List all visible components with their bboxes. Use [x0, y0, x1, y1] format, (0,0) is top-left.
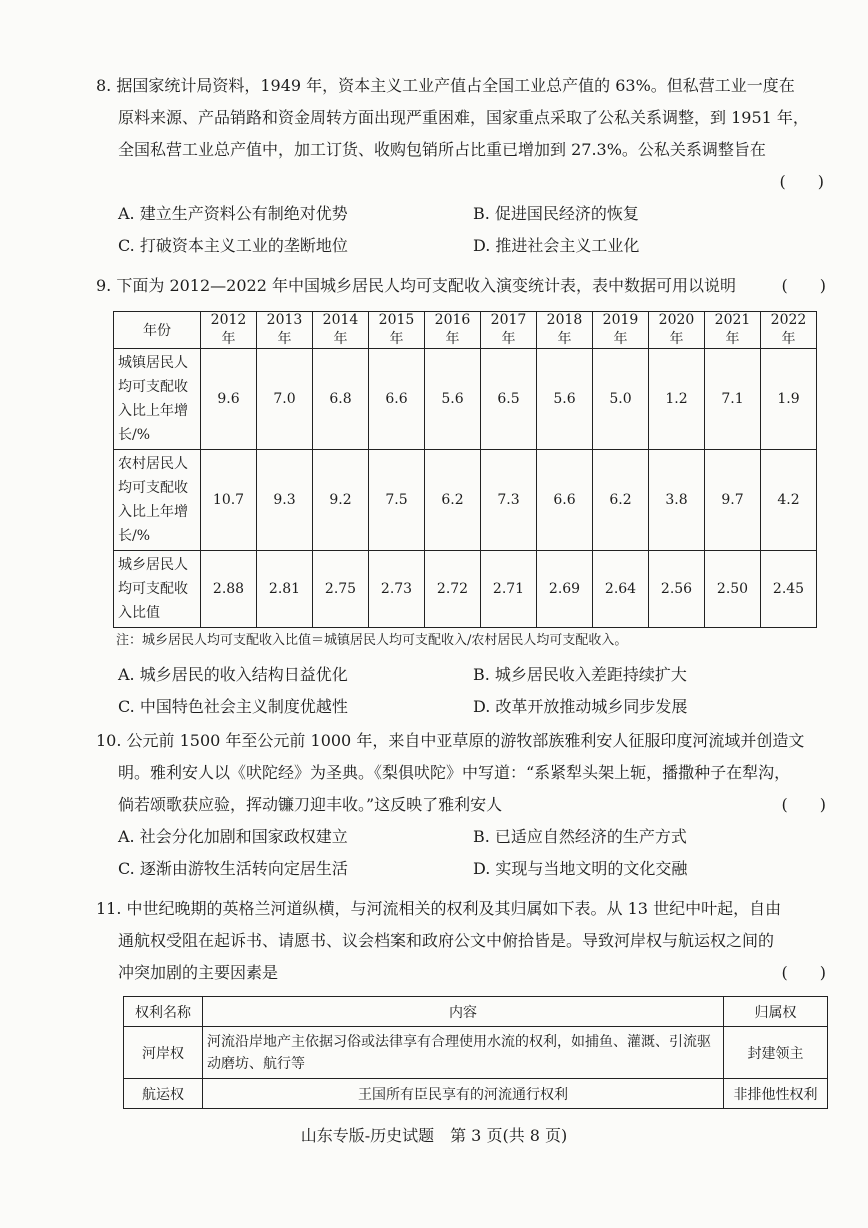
table-cell: 9.6: [201, 349, 257, 450]
income-table: [113, 311, 817, 628]
question-8: [96, 70, 826, 262]
table-cell: 7.1: [705, 349, 761, 450]
table-cell: 6.2: [425, 450, 481, 551]
table-cell: 10.7: [201, 450, 257, 551]
q8-stem-line-2: 原料来源、产品销路和资金周转方面出现严重困难，国家重点采取了公私关系调整，到 1951 年，: [118, 108, 809, 127]
q10-option-d[interactable]: D. 实现与当地文明的文化交融: [473, 859, 688, 878]
table-row: [114, 450, 817, 551]
table-cell: 1.2: [649, 349, 705, 450]
q10-option-a[interactable]: A. 社会分化加剧和国家政权建立: [118, 827, 348, 846]
year-header: 2022 年: [761, 312, 817, 349]
q10-stem-line-3-text: 倘若颂歌获应验，挥动镰刀迎丰收。”这反映了雅利安人: [118, 795, 503, 814]
q10-option-b[interactable]: B. 已适应自然经济的生产方式: [473, 827, 687, 846]
q9-stem: [96, 270, 826, 302]
table-cell: 2.50: [705, 551, 761, 628]
year-header: 2012 年: [201, 312, 257, 349]
q10-stem-line-2: 明。雅利安人以《吠陀经》为圣典。《梨俱吠陀》中写道：“系紧犁头架上轭，播撒种子在犁沟，: [118, 763, 791, 782]
table-row: [114, 349, 817, 450]
rights-content-cell: 王国所有臣民享有的河流通行权利: [203, 1079, 724, 1109]
table-row: [124, 1079, 828, 1109]
q8-option-a[interactable]: A. 建立生产资料公有制绝对优势: [118, 204, 348, 223]
rights-name-cell: 河岸权: [124, 1027, 203, 1079]
year-header: 2018 年: [537, 312, 593, 349]
table-cell: 5.6: [425, 349, 481, 450]
q9-option-d[interactable]: D. 改革开放推动城乡同步发展: [473, 697, 688, 716]
table-cell: 2.81: [257, 551, 313, 628]
table-cell: 6.5: [481, 349, 537, 450]
table-cell: 2.56: [649, 551, 705, 628]
table-cell: 4.2: [761, 450, 817, 551]
year-header: 2016 年: [425, 312, 481, 349]
table-cell: 7.5: [369, 450, 425, 551]
q9-options: [96, 659, 826, 723]
q8-option-b[interactable]: B. 促进国民经济的恢复: [473, 204, 639, 223]
year-header: 2019 年: [593, 312, 649, 349]
q8-option-c[interactable]: C. 打破资本主义工业的垄断地位: [118, 236, 348, 255]
table-row: [114, 551, 817, 628]
rights-header-owner: 归属权: [724, 997, 828, 1027]
row-header-urban-growth: 城镇居民人均可支配收入比上年增长/%: [114, 349, 201, 450]
table-cell: 2.45: [761, 551, 817, 628]
income-table-corner: 年份: [114, 312, 201, 349]
year-header: 2017 年: [481, 312, 537, 349]
row-header-income-ratio: 城乡居民人均可支配收入比值: [114, 551, 201, 628]
q9-options-block: [96, 659, 826, 723]
table-cell: 2.69: [537, 551, 593, 628]
table-cell: 6.6: [537, 450, 593, 551]
rights-table: [123, 996, 828, 1109]
q11-stem-line-2: 通航权受阻在起诉书、请愿书、议会档案和政府公文中俯拾皆是。导致河岸权与航运权之间的: [118, 931, 775, 950]
table-cell: 2.64: [593, 551, 649, 628]
rights-header-content: 内容: [203, 997, 724, 1027]
table-cell: 2.75: [313, 551, 369, 628]
q9-answer-paren: ( ): [781, 276, 826, 295]
q11-answer-paren: ( ): [781, 963, 826, 982]
table-cell: 5.6: [537, 349, 593, 450]
row-header-rural-growth: 农村居民人均可支配收入比上年增长/%: [114, 450, 201, 551]
rights-table-header-row: [124, 997, 828, 1027]
q8-options: [96, 198, 826, 262]
table-cell: 2.88: [201, 551, 257, 628]
table-cell: 2.72: [425, 551, 481, 628]
table-cell: 5.0: [593, 349, 649, 450]
q9-stem-text: 9. 下面为 2012—2022 年中国城乡居民人均可支配收入演变统计表，表中数据可用以说明: [96, 276, 736, 295]
table-cell: 6.6: [369, 349, 425, 450]
year-header: 2020 年: [649, 312, 705, 349]
year-header: 2015 年: [369, 312, 425, 349]
income-table-header-row: [114, 312, 817, 349]
table-cell: 1.9: [761, 349, 817, 450]
q9-option-c[interactable]: C. 中国特色社会主义制度优越性: [118, 697, 348, 716]
rights-name-cell: 航运权: [124, 1079, 203, 1109]
table-cell: 6.2: [593, 450, 649, 551]
year-header: 2013 年: [257, 312, 313, 349]
q9-table-note: 注：城乡居民人均可支配收入比值＝城镇居民人均可支配收入/农村居民人均可支配收入。: [116, 633, 628, 648]
q8-stem-line-1: 8. 据国家统计局资料，1949 年，资本主义工业产值占全国工业总产值的 63%。但私营工业一度在: [96, 76, 795, 95]
q8-answer-paren: ( ): [779, 172, 824, 191]
q10-stem-line-1: 10. 公元前 1500 年至公元前 1000 年，来自中亚草原的游牧部族雅利安人征服印度河流域并创造文: [96, 731, 805, 750]
rights-header-name: 权利名称: [124, 997, 203, 1027]
table-cell: 9.2: [313, 450, 369, 551]
q10-answer-paren: ( ): [781, 795, 826, 814]
table-cell: 7.3: [481, 450, 537, 551]
year-header: 2014 年: [313, 312, 369, 349]
question-10: [96, 725, 826, 885]
table-cell: 3.8: [649, 450, 705, 551]
table-cell: 9.7: [705, 450, 761, 551]
rights-owner-cell: 封建领主: [724, 1027, 828, 1079]
rights-content-cell: 河流沿岸地产主依据习俗或法律享有合理使用水流的权利，如捕鱼、灌溉、引流驱动磨坊、航行等: [203, 1027, 724, 1079]
q10-options: [96, 821, 826, 885]
q10-option-c[interactable]: C. 逐渐由游牧生活转向定居生活: [118, 859, 348, 878]
question-11: [96, 893, 826, 989]
table-row: [124, 1027, 828, 1079]
q11-stem-line-3-text: 冲突加剧的主要因素是: [118, 963, 279, 982]
q9-option-b[interactable]: B. 城乡居民收入差距持续扩大: [473, 665, 687, 684]
table-cell: 6.8: [313, 349, 369, 450]
q8-stem-line-3: 全国私营工业总产值中，加工订货、收购包销所占比重已增加到 27.3%。公私关系调整旨在: [118, 140, 766, 159]
table-cell: 9.3: [257, 450, 313, 551]
table-cell: 2.73: [369, 551, 425, 628]
table-cell: 7.0: [257, 349, 313, 450]
rights-owner-cell: 非排他性权利: [724, 1079, 828, 1109]
question-9: [96, 270, 826, 302]
q8-option-d[interactable]: D. 推进社会主义工业化: [473, 236, 640, 255]
page-footer: 山东专版-历史试题 第 3 页(共 8 页): [300, 1126, 568, 1145]
year-header: 2021 年: [705, 312, 761, 349]
q9-option-a[interactable]: A. 城乡居民的收入结构日益优化: [118, 665, 348, 684]
table-cell: 2.71: [481, 551, 537, 628]
q10-stem-line-3: [96, 789, 826, 821]
q11-stem-line-1: 11. 中世纪晚期的英格兰河道纵横，与河流相关的权利及其归属如下表。从 13 世纪中叶起，自由: [96, 899, 782, 918]
q11-stem-line-3: [96, 957, 826, 989]
